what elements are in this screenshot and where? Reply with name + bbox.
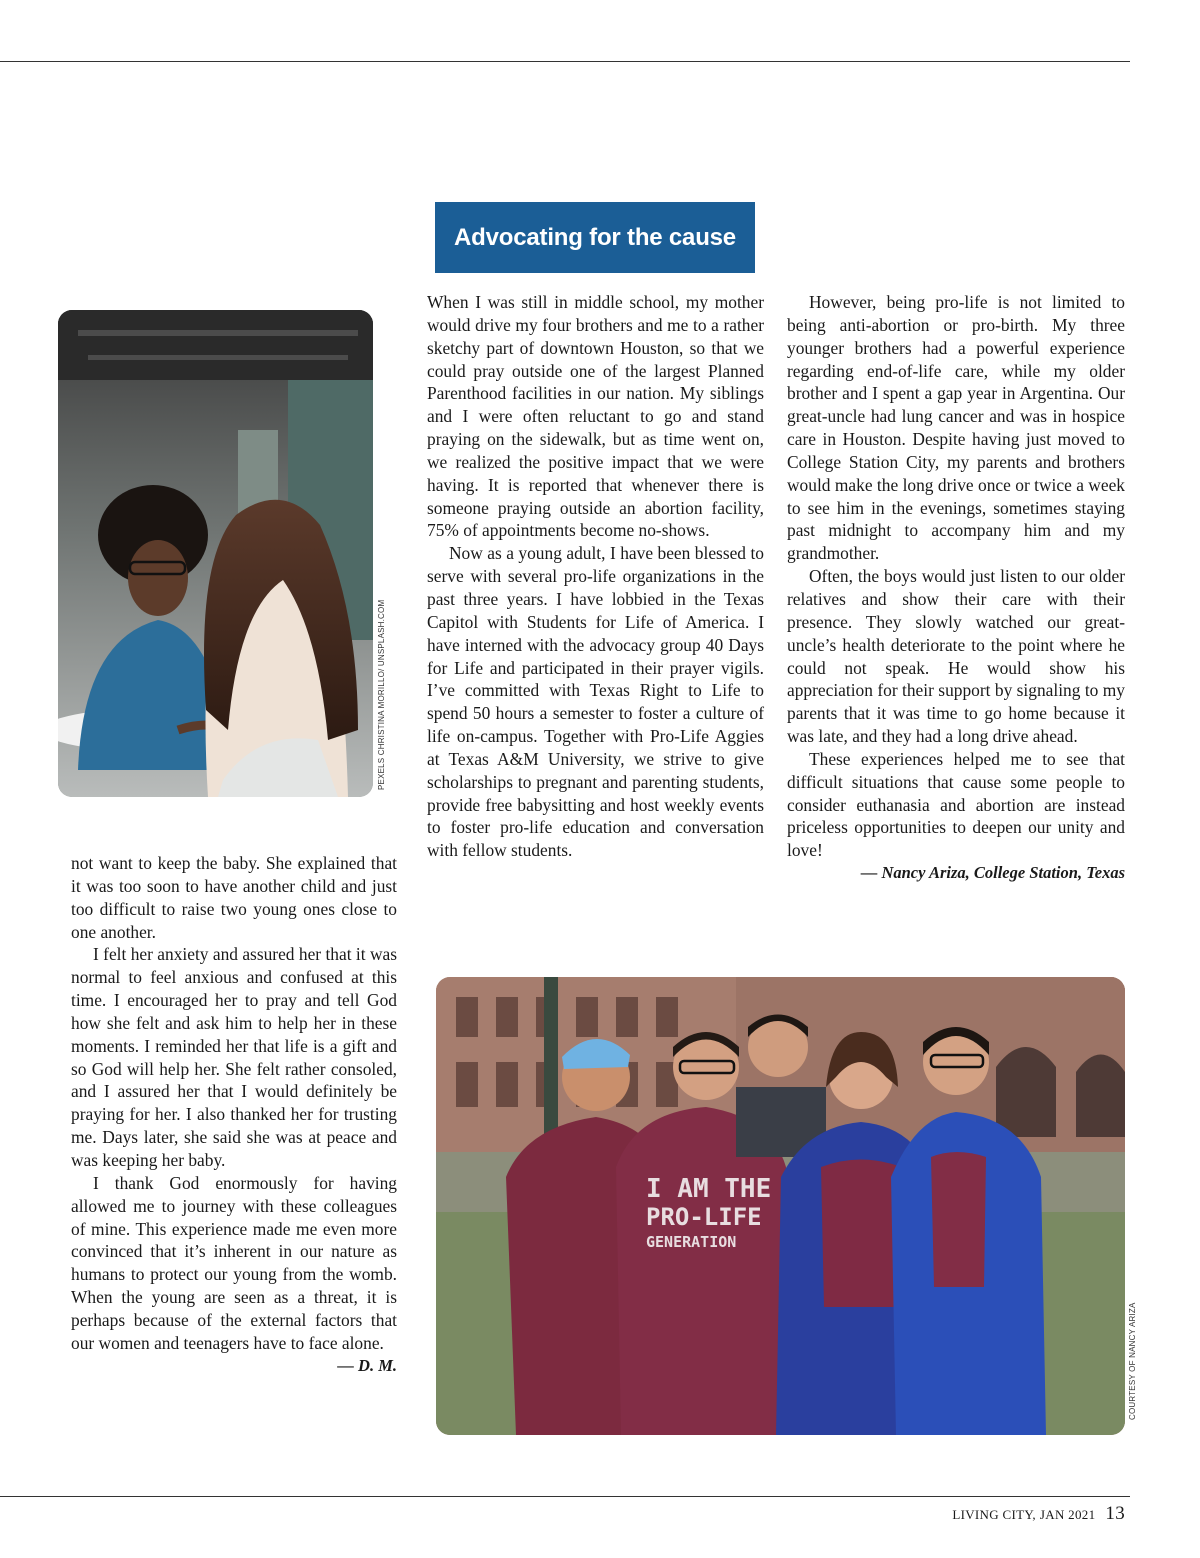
signature-dm: — D. M. — [337, 1355, 397, 1375]
photo1-credit: PEXELS CHRISTINA MORILLO/ UNSPLASH.COM — [377, 599, 386, 790]
bottom-rule — [0, 1496, 1130, 1497]
paragraph: However, being pro-life is not limited to being anti-abortion or pro-birth. My three younger brothers had a powerful experience regarding end-of-life care, while my older brother and I spent a gap year in Argentina. Our great-uncle had lung cancer and was in hospice care in Houston. Despite having just moved to College Station City, my parents and brothers would make the long drive once or twice a week to see him in the evenings, sometimes staying past midnight to accompany him and my grandmother. — [787, 292, 1125, 564]
page-footer — [952, 1503, 1125, 1525]
issue-date: JAN 2021 — [1039, 1507, 1096, 1522]
paragraph: I thank God enormously for having allowed me to journey with these colleagues of mine. This experience made me even more convinced that it’s inherent in our nature as humans to protect our young from the womb. When the young are seen as a threat, it is perhaps because of the external factors that our women and teenagers have to face alone. — [71, 1172, 397, 1353]
left-column — [71, 852, 397, 1377]
paragraph: Often, the boys would just listen to our older relatives and show their care with their presence. They slowly watched our great-uncle’s health deteriorate to the point where he could not speak. He would show his appreciation for their support by signaling to my parents that it was time to go home because it was late, and they had a long drive ahead. — [787, 566, 1125, 747]
section-heading: Advocating for the cause — [454, 223, 736, 251]
middle-column — [427, 291, 764, 862]
photo2-credit: COURTESY OF NANCY ARIZA — [1128, 1302, 1137, 1420]
signature-nancy-ariza: — Nancy Ariza, College Station, Texas — [860, 863, 1125, 883]
paragraph: Now as a young adult, I have been blessed to serve with several pro-life organizations in the past three years. I have lobbied in the Texas Capitol with Students for Life of America. I have interned with the advocacy group 40 Days for Life and participated in their prayer vigils. I’ve committed with Texas Right to Life to spend 50 hours a semester to foster a culture of life on-campus. Together with Pro-Life Aggies at Texas A&M University, we strive to give scholarships to pregnant and parenting students, provide free babysitting and host weekly events to foster pro-life education and conversation with fellow students. — [427, 543, 764, 861]
shirt-text-line3: GENERATION — [646, 1233, 737, 1251]
page-number: 13 — [1105, 1503, 1125, 1524]
top-rule — [0, 61, 1130, 62]
photo-pro-life-students-group — [436, 977, 1125, 1435]
paragraph: not want to keep the baby. She explained that it was too soon to have another child and just too difficult to raise two young ones close to one another. — [71, 853, 397, 942]
paragraph: I felt her anxiety and assured her that it was normal to feel anxious and confused at this time. I encouraged her to pray and tell God how she felt and ask him to help her in these moments. I reminded her that life is a gift and so God will help her. She felt rather consoled, and I assured her that I would definitely be praying for her. I also thanked her for trusting me. Days later, she said she was at peace and was keeping her baby. — [71, 944, 397, 1170]
paragraph: When I was still in middle school, my mother would drive my four brothers and me to a rather sketchy part of downtown Houston, so that we could pray outside one of the largest Planned Parenthood facilities in our nation. My siblings and I were often reluctant to go and stand praying on the sidewalk, but as time went on, we realized the positive impact that we were having. It is reported that whenever there is someone praying outside an abortion facility, 75% of appointments become no-shows. — [427, 292, 764, 541]
paragraph: These experiences helped me to see that difficult situations that cause some people to consider euthanasia and abortion are instead priceless opportunities to deepen our unity and love! — [787, 748, 1125, 861]
shirt-text-line2: PRO-LIFE — [646, 1203, 762, 1231]
section-heading-box — [435, 202, 755, 273]
photo-two-women-conversation — [58, 310, 373, 797]
right-column — [787, 291, 1125, 885]
shirt-text-line1: I AM THE — [646, 1174, 772, 1204]
publication-name: LIVING CITY, — [952, 1507, 1036, 1522]
